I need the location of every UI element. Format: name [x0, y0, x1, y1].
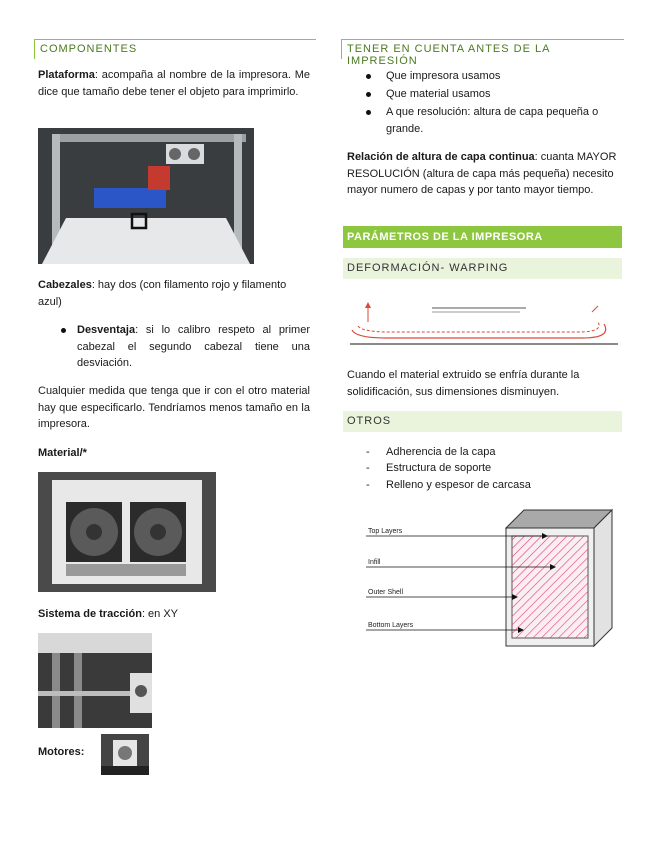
plataforma-term: Plataforma	[38, 69, 95, 81]
infill-label: Infill	[368, 559, 381, 566]
material-heading: Material/*	[38, 447, 87, 459]
list-item-text: Que material usamos	[386, 88, 491, 100]
relacion-text: : cuanta MAYOR RESOLUCIÓN (altura de capa más pequeña) necesito mayor numero de capas y por tanto mayor tiempo.	[347, 151, 617, 196]
motores-label: Motores:	[38, 746, 85, 758]
bullet-dot	[366, 92, 371, 97]
bullet-dot	[61, 328, 66, 333]
bullet-dot	[366, 110, 371, 115]
layers-diagram	[346, 502, 622, 654]
plataforma-paragraph	[38, 67, 310, 100]
list-item	[366, 104, 616, 137]
list-item-text: Adherencia de la capa	[386, 446, 496, 458]
list-dash: -	[366, 446, 370, 458]
traccion-text: : en XY	[141, 608, 179, 620]
list-item-text: Relleno y espesor de carcasa	[386, 479, 531, 491]
desventaja-text: : si lo calibro respeto al primer cabezal el segundo cabezal tiene una desviación.	[77, 324, 310, 369]
warping-diagram	[346, 294, 622, 348]
list-item	[366, 68, 616, 85]
traccion-term: Sistema de tracción	[38, 608, 142, 620]
desventaja-bullet	[61, 322, 310, 372]
traccion-paragraph	[38, 606, 310, 623]
otros-banner: OTROS	[343, 411, 622, 432]
traction-photo	[38, 633, 152, 728]
cabezales-text: : hay dos (con filamento rojo y filamento azul)	[38, 279, 287, 308]
bullet-dot	[366, 74, 371, 79]
motor-photo	[101, 734, 149, 775]
list-dash: -	[366, 462, 370, 474]
outer-shell-label: Outer Shell	[368, 589, 404, 596]
bottom-layers-label: Bottom Layers	[368, 622, 414, 629]
section-heading-componentes: COMPONENTES	[34, 39, 316, 59]
relacion-paragraph	[347, 149, 617, 199]
list-item-text: A que resolución: altura de capa pequeña o grande.	[386, 106, 599, 135]
list-dash: -	[366, 479, 370, 491]
parametros-banner: PARÁMETROS DE LA IMPRESORA	[343, 226, 622, 248]
section-heading-tener-en-cuenta: TENER EN CUENTA ANTES DE LA IMPRESIÓN	[341, 39, 624, 59]
list-item-text: Que impresora usamos	[386, 70, 501, 82]
printer-photo	[38, 128, 254, 264]
list-item-text: Estructura de soporte	[386, 462, 492, 474]
list-item	[366, 444, 616, 461]
list-item	[366, 477, 616, 494]
plataforma-text: : acompaña al nombre de la impresora. Me dice que tamaño debe tener el objeto para imprimirlo.	[38, 69, 310, 98]
cabezales-term: Cabezales	[38, 279, 92, 291]
list-item	[366, 86, 616, 103]
cabezales-paragraph	[38, 277, 310, 310]
deformacion-banner: DEFORMACIÓN- WARPING	[343, 258, 622, 279]
desventaja-term: Desventaja	[77, 324, 136, 336]
fans-photo	[38, 472, 216, 592]
list-item	[366, 460, 616, 477]
warping-note: Cuando el material extruido se enfría durante la solidificación, sus dimensiones disminuyen.	[347, 369, 580, 398]
top-layers-label: Top Layers	[368, 528, 403, 535]
relacion-term: Relación de altura de capa continua	[347, 151, 535, 163]
cualquier-paragraph: Cualquier medida que tenga que ir con el otro material hay que especificarlo. Tendríamos menos tamaño en la impresora.	[38, 385, 310, 430]
